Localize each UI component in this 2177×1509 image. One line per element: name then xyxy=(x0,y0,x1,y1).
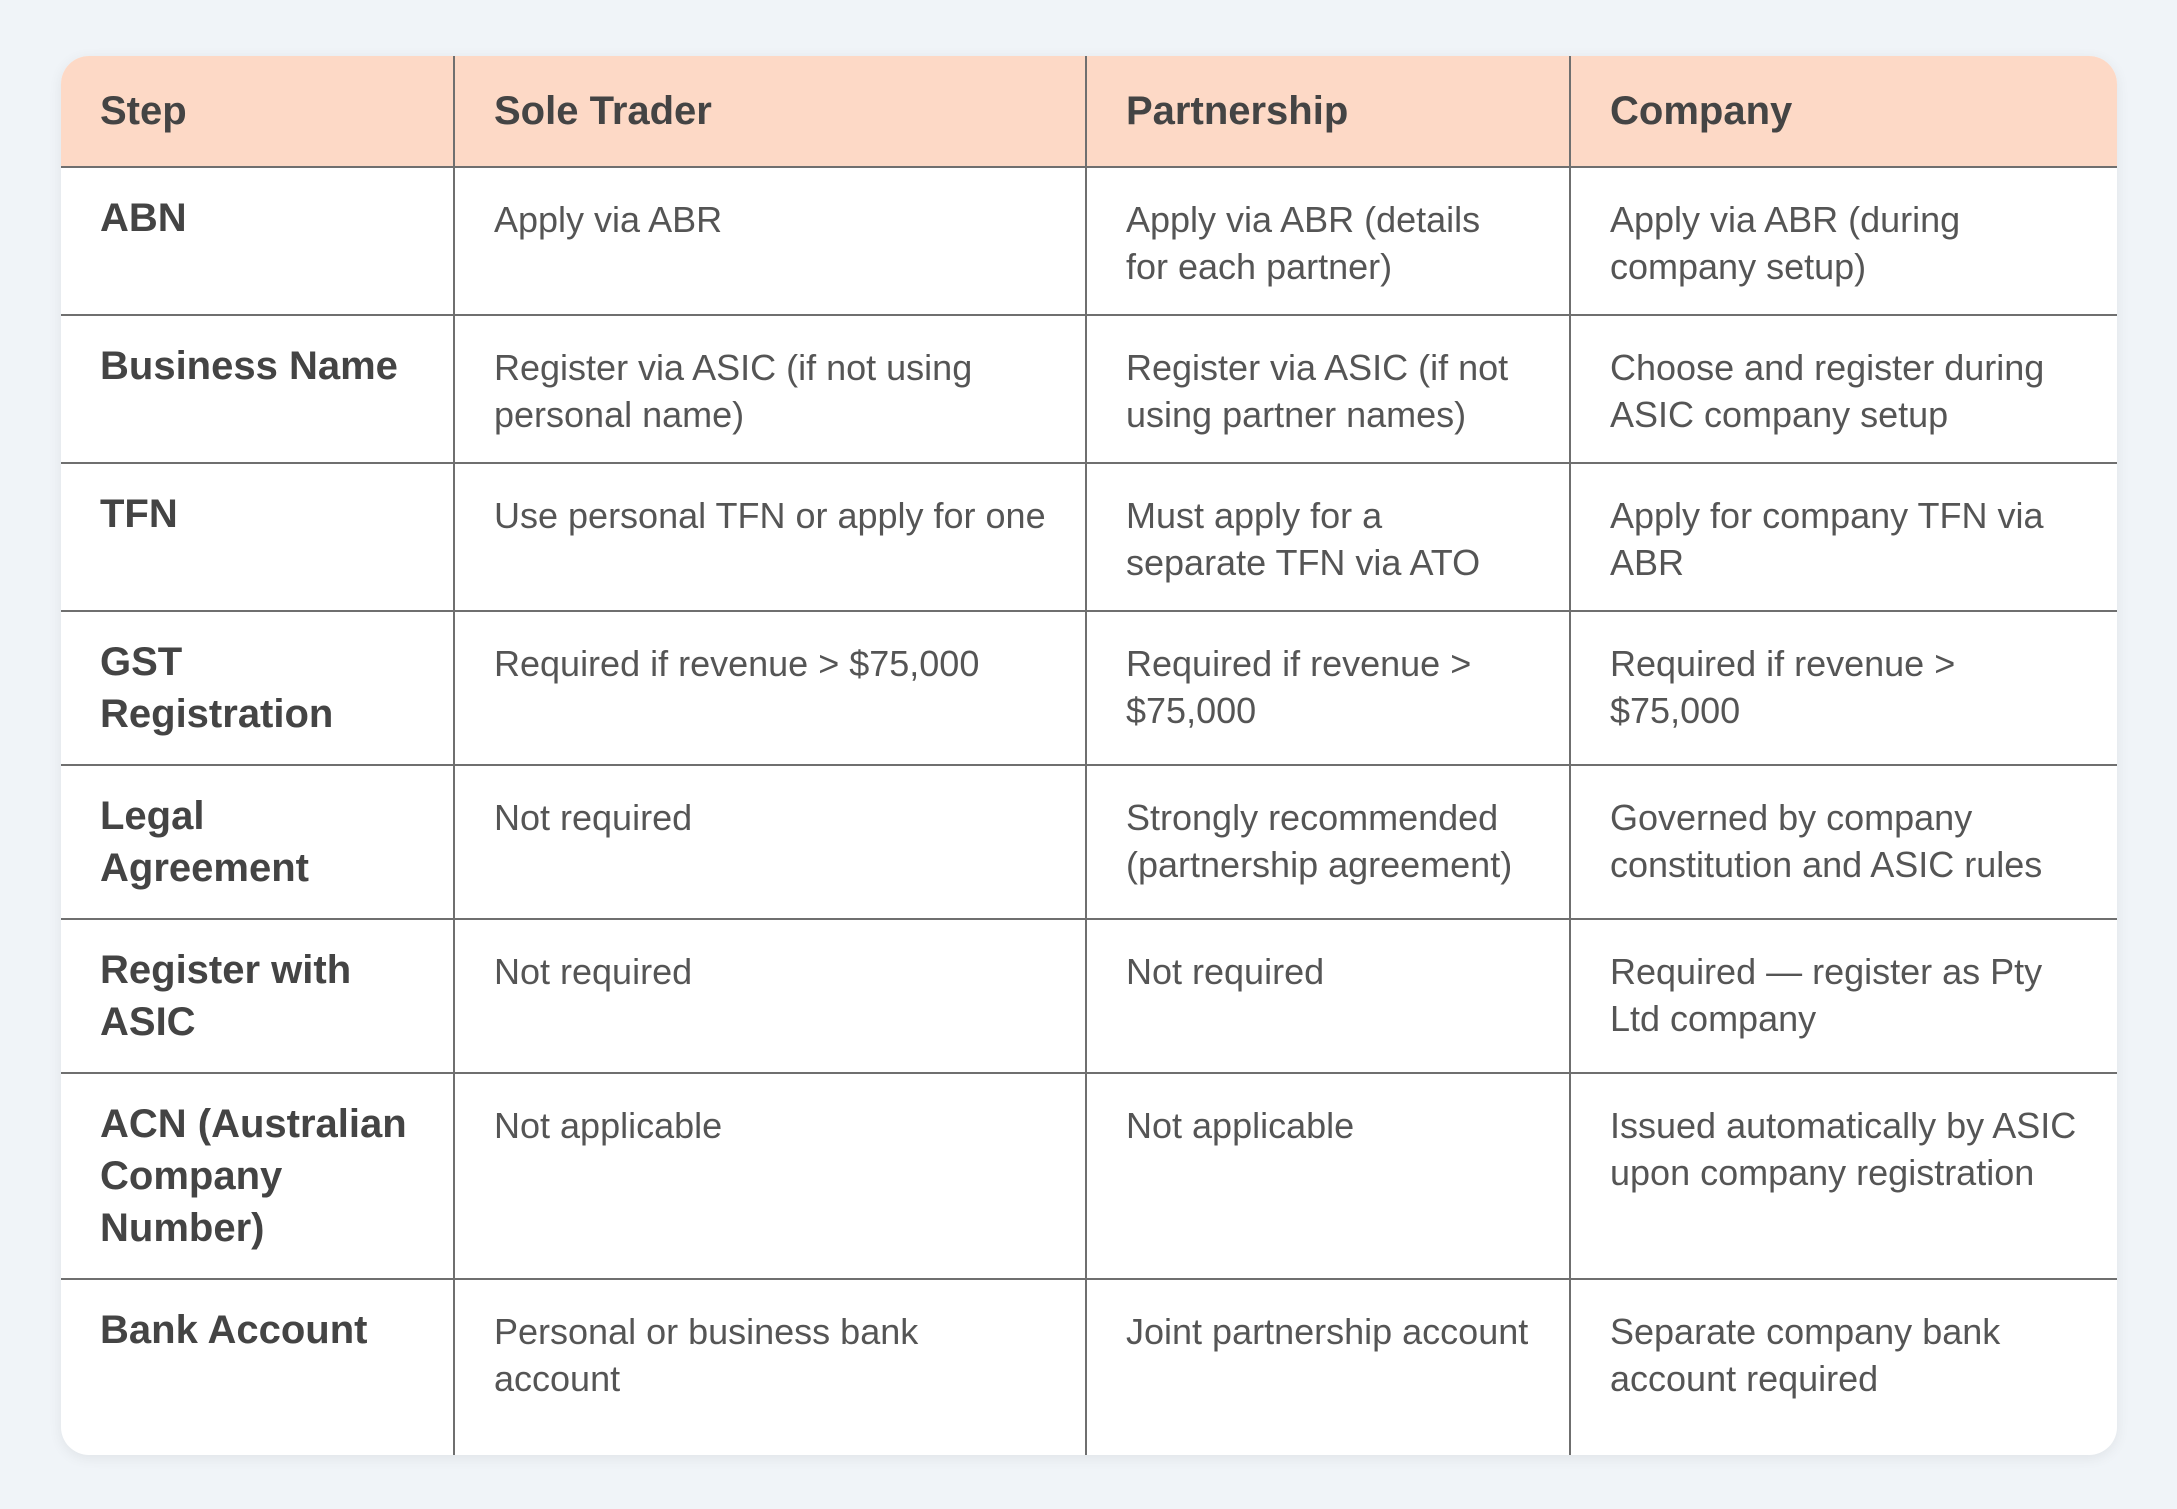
table-row xyxy=(61,919,2117,1073)
table-row xyxy=(61,463,2117,611)
table-header-row xyxy=(61,56,2117,167)
table-row xyxy=(61,1073,2117,1279)
company-cell: Choose and register during ASIC company setup xyxy=(1570,315,2117,463)
step-cell: Register with ASIC xyxy=(61,919,454,1073)
table-row xyxy=(61,167,2117,315)
partnership-cell: Register via ASIC (if not using partner names) xyxy=(1086,315,1570,463)
company-cell: Governed by company constitution and ASIC rules xyxy=(1570,765,2117,919)
column-header-sole-trader: Sole Trader xyxy=(454,56,1086,167)
partnership-cell: Must apply for a separate TFN via ATO xyxy=(1086,463,1570,611)
company-cell: Required — register as Pty Ltd company xyxy=(1570,919,2117,1073)
company-cell: Separate company bank account required xyxy=(1570,1279,2117,1455)
step-cell: Bank Account xyxy=(61,1279,454,1455)
business-structure-table xyxy=(61,56,2117,1455)
step-cell: ABN xyxy=(100,196,187,240)
table-row xyxy=(61,315,2117,463)
sole-trader-cell: Not applicable xyxy=(454,1073,1086,1279)
partnership-cell: Required if revenue > $75,000 xyxy=(1086,611,1570,765)
sole-trader-cell: Register via ASIC (if not using personal name) xyxy=(454,315,1086,463)
partnership-cell: Apply via ABR (details for each partner) xyxy=(1086,167,1570,315)
partnership-cell: Strongly recommended (partnership agreement) xyxy=(1086,765,1570,919)
partnership-cell: Not required xyxy=(1086,919,1570,1073)
step-cell: Legal Agreement xyxy=(61,765,454,919)
table-row xyxy=(61,765,2117,919)
table-row xyxy=(61,611,2117,765)
company-cell: Apply for company TFN via ABR xyxy=(1570,463,2117,611)
step-cell: ACN (Australian Company Number) xyxy=(61,1073,454,1279)
partnership-cell: Not applicable xyxy=(1086,1073,1570,1279)
column-header-partnership: Partnership xyxy=(1086,56,1570,167)
sole-trader-cell: Apply via ABR xyxy=(454,167,1086,315)
column-header-step: Step xyxy=(61,56,454,167)
sole-trader-cell: Required if revenue > $75,000 xyxy=(454,611,1086,765)
step-cell: TFN xyxy=(61,463,454,611)
comparison-table-card xyxy=(61,56,2117,1455)
column-header-company: Company xyxy=(1570,56,2117,167)
step-cell: Business Name xyxy=(61,315,454,463)
sole-trader-cell: Personal or business bank account xyxy=(454,1279,1086,1455)
sole-trader-cell: Not required xyxy=(454,919,1086,1073)
table-row xyxy=(61,1279,2117,1455)
step-cell: GST Registration xyxy=(61,611,454,765)
sole-trader-cell: Not required xyxy=(454,765,1086,919)
company-cell: Apply via ABR (during company setup) xyxy=(1570,167,2117,315)
company-cell: Issued automatically by ASIC upon company registration xyxy=(1570,1073,2117,1279)
partnership-cell: Joint partnership account xyxy=(1086,1279,1570,1455)
company-cell: Required if revenue > $75,000 xyxy=(1570,611,2117,765)
sole-trader-cell: Use personal TFN or apply for one xyxy=(454,463,1086,611)
